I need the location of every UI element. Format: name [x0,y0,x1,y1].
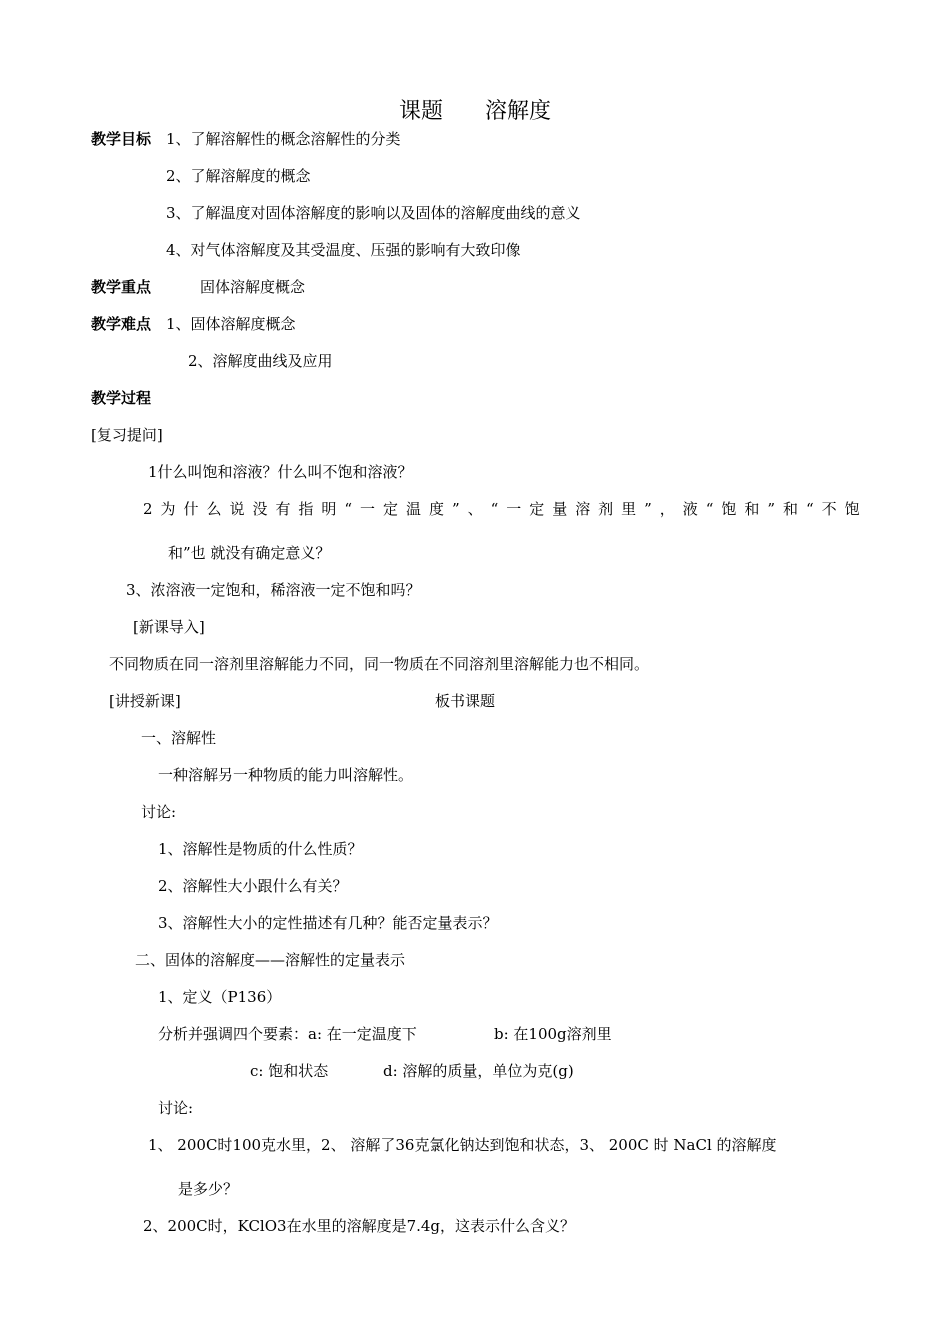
review-question-2-line-1: 2 为 什 么 说 没 有 指 明 “ 一 定 温 度 ” 、 “ 一 定 量 溶 剂 里 ” ， 液 “ 饱 和 ” 和 “ 不 饱 [143,500,860,518]
difficulty-item-1: 1、固体溶解度概念 [166,315,296,333]
review-question-3: 3、浓溶液一定饱和，稀溶液一定不饱和吗？ [126,581,421,599]
key-point-text: 固体溶解度概念 [200,278,306,296]
section-2-point-d: d: 溶解的质量，单位为克(g) [383,1062,574,1080]
board-title-note: 板书课题 [435,692,496,710]
section-1-discuss-label: 讨论: [141,803,177,821]
section-2-point-c: c: 饱和状态 [250,1062,329,1080]
section-1-question-3: 3、溶解性大小的定性描述有几种？能否定量表示？ [158,914,498,932]
section-2-discuss-label: 讨论: [158,1099,194,1117]
objective-item-1: 1、了解溶解性的概念溶解性的分类 [166,130,401,148]
section-1-question-1: 1、溶解性是物质的什么性质？ [158,840,363,858]
review-question-1: 1什么叫饱和溶液？什么叫不饱和溶液？ [148,463,413,481]
objective-item-2: 2、了解溶解度的概念 [166,167,311,185]
section-2-heading: 二、固体的溶解度——溶解性的定量表示 [135,951,406,969]
review-label: [复习提问] [91,426,163,444]
page-title: 课题 溶解度 [399,99,551,124]
section-2-discussion-1-line-1: 1、 200C时100克水里，2、 溶解了36克氯化钠达到饱和状态，3、 200C 时 NaCl 的溶解度 [148,1136,777,1154]
objective-item-4: 4、对气体溶解度及其受温度、压强的影响有大致印像 [166,241,521,259]
review-question-2-line-2: 和”也 就没有确定意义？ [168,544,331,562]
section-1-heading: 一、溶解性 [141,729,217,747]
intro-label: [新课导入] [133,618,205,636]
lecture-label: [讲授新课] [109,692,181,710]
objectives-label: 教学目标 [91,130,152,148]
section-2-discussion-2: 2、200C时，KClO3在水里的溶解度是7.4g，这表示什么含义？ [143,1217,576,1235]
process-label: 教学过程 [91,389,152,407]
section-2-discussion-1-line-2: 是多少？ [178,1180,239,1198]
objective-item-3: 3、了解温度对固体溶解度的影响以及固体的溶解度曲线的意义 [166,204,581,222]
difficulty-label: 教学难点 [91,315,152,333]
section-1-question-2: 2、溶解性大小跟什么有关？ [158,877,348,895]
section-2-definition-label: 1、定义（P136） [158,988,282,1006]
difficulty-item-2: 2、溶解度曲线及应用 [188,352,333,370]
section-2-analysis: 分析并强调四个要素：a: 在一定温度下 [158,1025,417,1043]
key-point-label: 教学重点 [91,278,152,296]
section-2-point-b: b: 在100g溶剂里 [494,1025,612,1043]
section-1-definition: 一种溶解另一种物质的能力叫溶解性。 [158,766,414,784]
intro-text: 不同物质在同一溶剂里溶解能力不同，同一物质在不同溶剂里溶解能力也不相同。 [109,655,650,673]
